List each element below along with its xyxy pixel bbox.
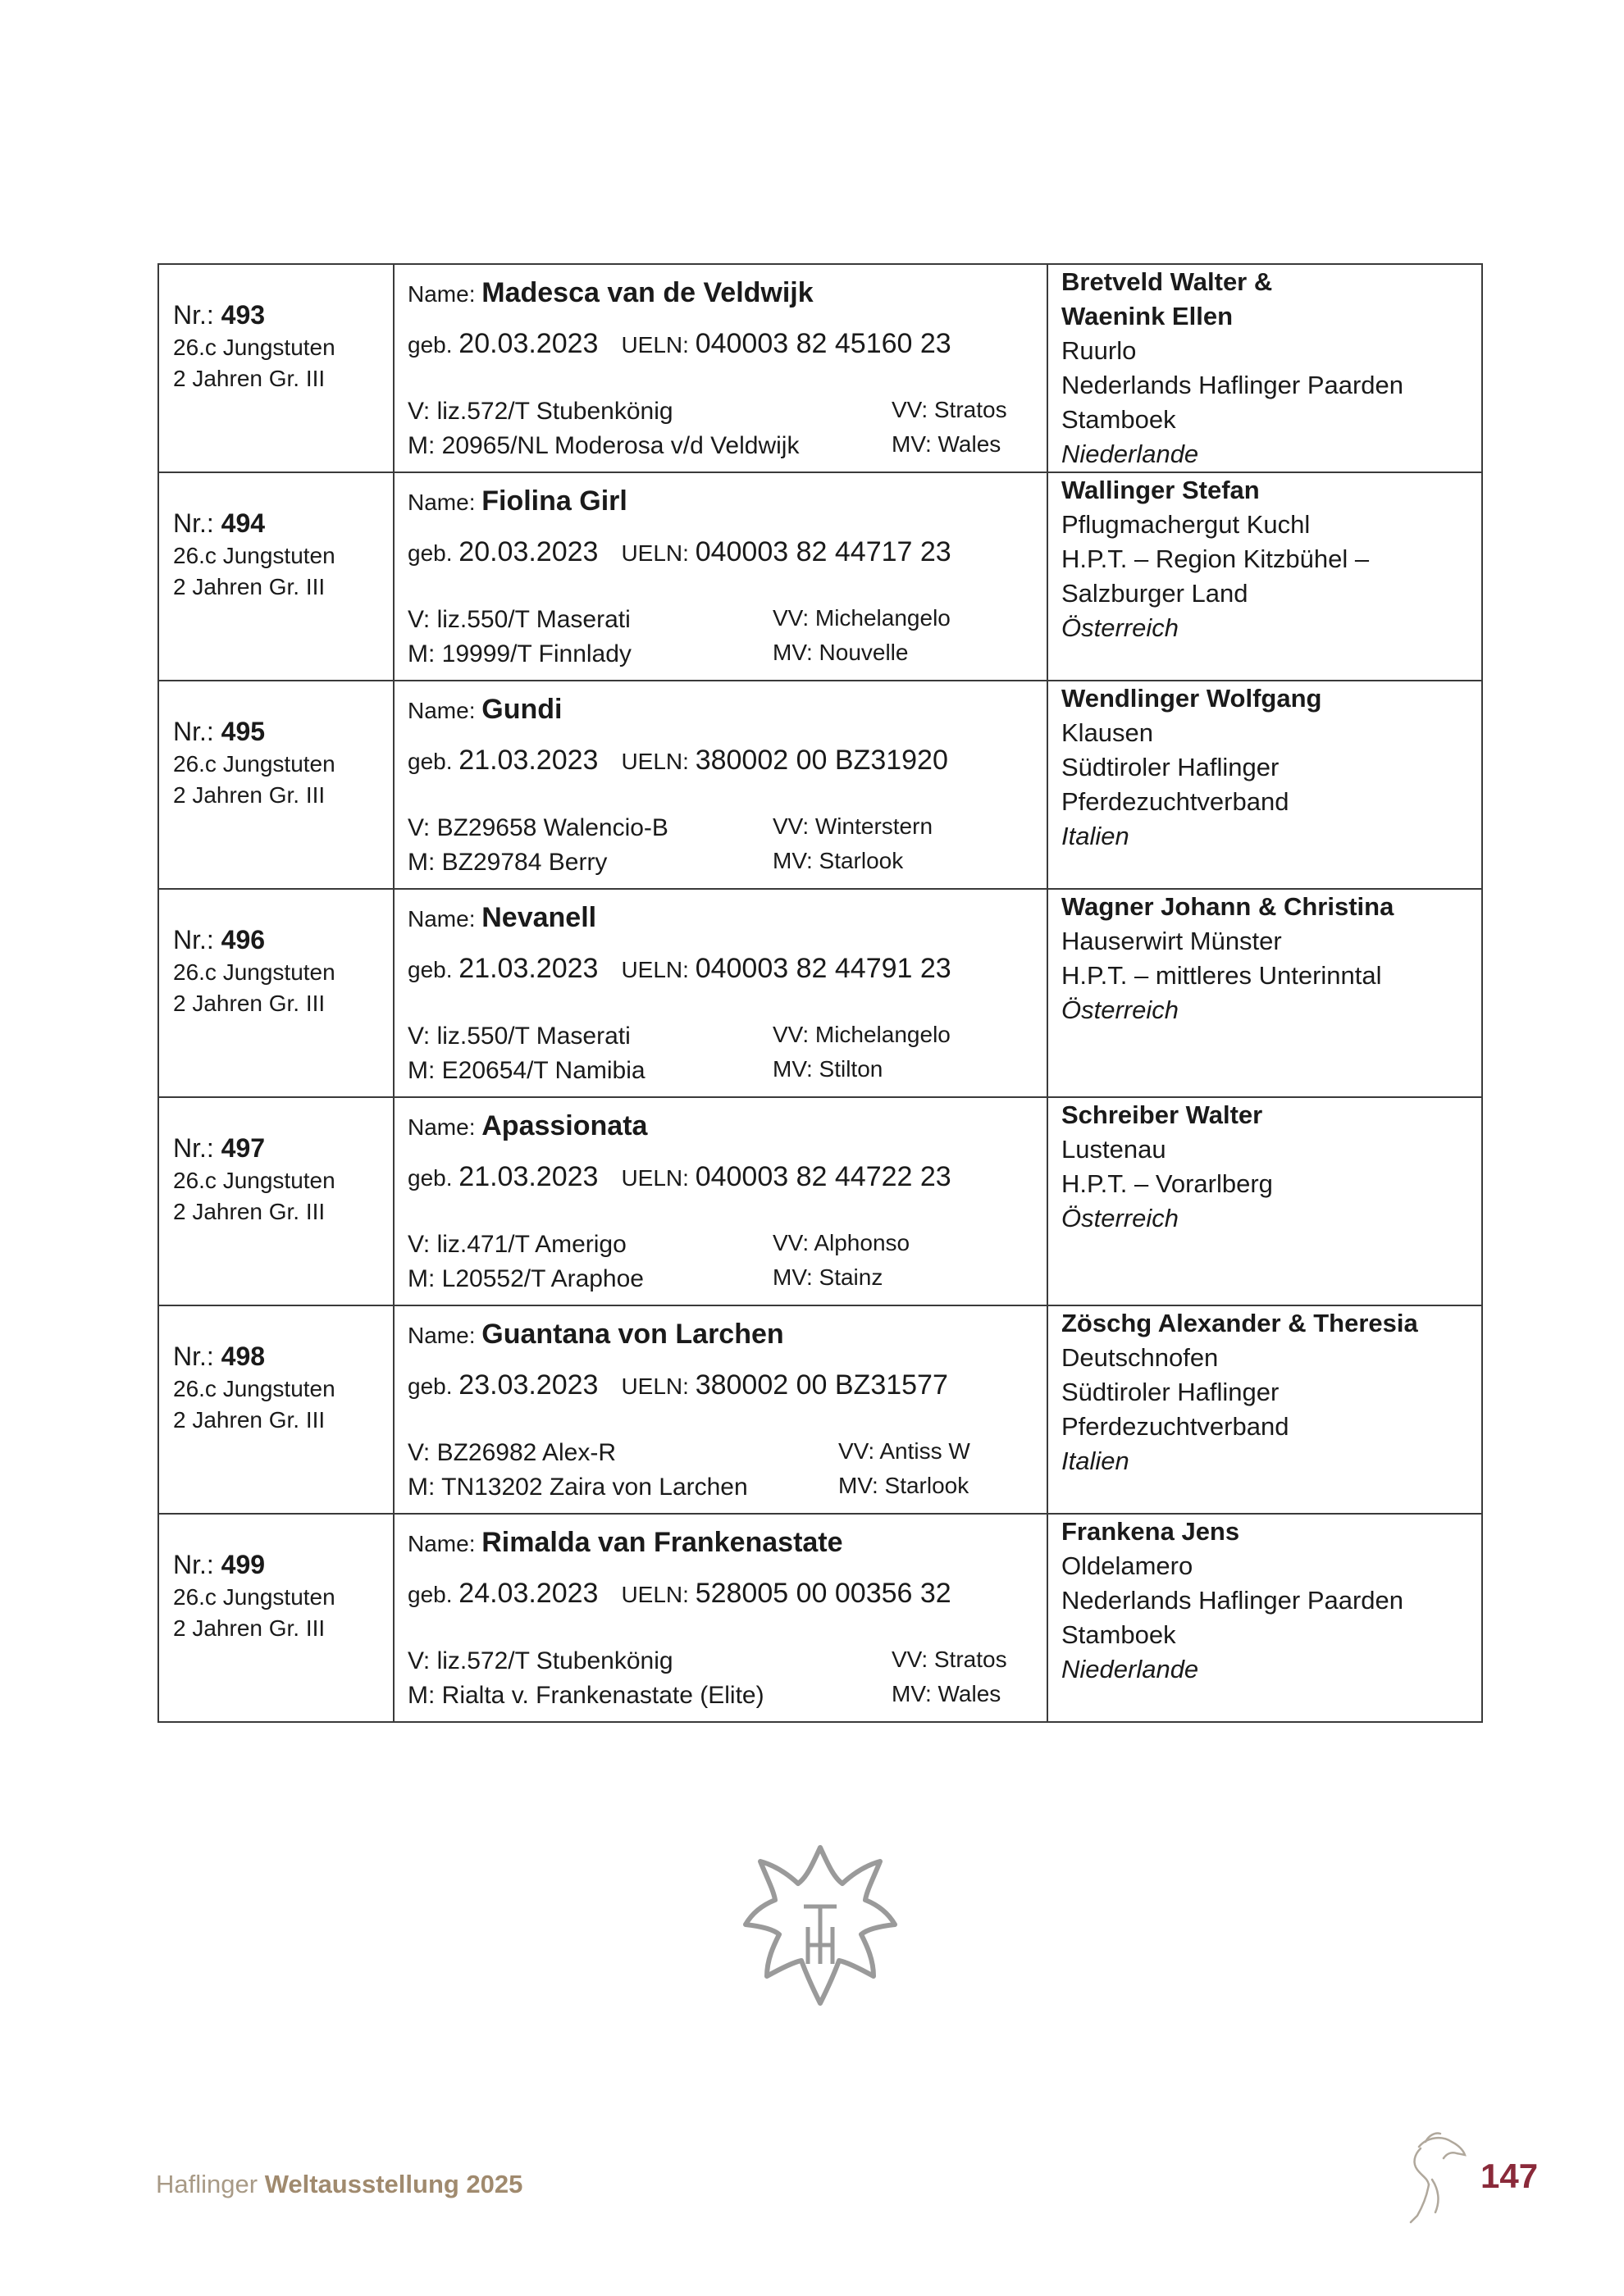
birth-date: 21.03.2023 <box>458 745 599 776</box>
entry-row <box>158 889 1482 1097</box>
page-number: 147 <box>1480 2157 1539 2195</box>
name-label: Name: <box>408 1323 476 1348</box>
sire-sire: VV: Michelangelo <box>773 1022 951 1047</box>
owner-name: Zöschg Alexander & Theresia <box>1061 1309 1418 1337</box>
nr-label: Nr.: <box>173 925 214 954</box>
nr-label: Nr.: <box>173 1133 214 1163</box>
name-label: Name: <box>408 490 476 515</box>
horse-cell <box>394 681 1047 889</box>
ueln-number: 040003 82 44717 23 <box>695 536 951 567</box>
sire: V: liz.550/T Maserati <box>408 606 631 633</box>
ueln-number: 380002 00 BZ31577 <box>695 1369 948 1401</box>
sire: V: BZ26982 Alex-R <box>408 1439 617 1466</box>
geb-label: geb. <box>408 540 453 566</box>
horse-cell <box>394 889 1047 1097</box>
footer-brand-bold: Weltausstellung 2025 <box>264 2170 523 2198</box>
sire-sire: VV: Antiss W <box>838 1438 970 1464</box>
geb-label: geb. <box>408 1582 453 1607</box>
entry-group: 2 Jahren Gr. III <box>173 991 326 1016</box>
dam: M: L20552/T Araphoe <box>408 1265 644 1292</box>
owner-cell <box>1047 681 1482 889</box>
entry-number-cell <box>158 681 394 889</box>
entry-number: 499 <box>221 1550 266 1579</box>
horse-cell <box>394 264 1047 472</box>
owner-address-line: H.P.T. – mittleres Unterinntal <box>1061 961 1382 990</box>
owner-cell <box>1047 1514 1482 1722</box>
owner-name: Waenink Ellen <box>1061 302 1234 330</box>
name-label: Name: <box>408 906 476 932</box>
name-label: Name: <box>408 1531 476 1556</box>
entry-group: 2 Jahren Gr. III <box>173 1407 326 1433</box>
entry-number-cell <box>158 1514 394 1722</box>
sire-sire: VV: Stratos <box>892 397 1007 422</box>
owner-country: Österreich <box>1061 613 1179 642</box>
dam-sire: MV: Stainz <box>773 1264 883 1290</box>
dam: M: BZ29784 Berry <box>408 849 608 876</box>
owner-country: Niederlande <box>1061 440 1199 468</box>
entry-number: 493 <box>221 300 266 330</box>
owner-address-line: Salzburger Land <box>1061 579 1248 608</box>
birth-date: 20.03.2023 <box>458 328 599 359</box>
entry-number: 497 <box>221 1133 266 1163</box>
dam: M: 19999/T Finnlady <box>408 640 632 667</box>
owner-address-line: Ruurlo <box>1061 336 1137 365</box>
dam-sire: MV: Nouvelle <box>773 640 909 665</box>
horse-name: Nevanell <box>481 902 597 933</box>
dam: M: 20965/NL Moderosa v/d Veldwijk <box>408 432 800 459</box>
horse-name: Guantana von Larchen <box>481 1319 784 1350</box>
entry-group: 2 Jahren Gr. III <box>173 574 326 599</box>
ueln-label: UELN: <box>621 1374 689 1399</box>
entry-number: 494 <box>221 508 266 538</box>
owner-country: Italien <box>1061 1446 1129 1475</box>
footer-title <box>156 2170 522 2199</box>
entry-class: 26.c Jungstuten <box>173 1168 335 1193</box>
horse-cell <box>394 472 1047 681</box>
nr-label: Nr.: <box>173 1550 214 1579</box>
owner-address-line: Lustenau <box>1061 1135 1166 1164</box>
owner-cell <box>1047 1305 1482 1514</box>
name-label: Name: <box>408 281 476 307</box>
owner-address-line: Klausen <box>1061 718 1154 747</box>
owner-address-line: Nederlands Haflinger Paarden <box>1061 371 1404 399</box>
entry-class: 26.c Jungstuten <box>173 751 335 777</box>
birth-date: 21.03.2023 <box>458 953 599 984</box>
sire-sire: VV: Alphonso <box>773 1230 910 1255</box>
owner-address-line: Stamboek <box>1061 405 1176 434</box>
dam-sire: MV: Starlook <box>773 848 904 873</box>
entry-number: 496 <box>221 925 266 954</box>
entry-row <box>158 681 1482 889</box>
horse-cell <box>394 1305 1047 1514</box>
nr-label: Nr.: <box>173 300 214 330</box>
dam: M: TN13202 Zaira von Larchen <box>408 1474 748 1501</box>
owner-address-line: Stamboek <box>1061 1620 1176 1649</box>
entry-class: 26.c Jungstuten <box>173 335 335 360</box>
ueln-number: 040003 82 44791 23 <box>695 953 951 984</box>
sire-sire: VV: Stratos <box>892 1647 1007 1672</box>
sire: V: liz.471/T Amerigo <box>408 1231 627 1258</box>
owner-country: Österreich <box>1061 1204 1179 1232</box>
geb-label: geb. <box>408 1374 453 1399</box>
ueln-number: 040003 82 44722 23 <box>695 1161 951 1192</box>
owner-name: Wagner Johann & Christina <box>1061 892 1394 921</box>
owner-address-line: Deutschnofen <box>1061 1343 1219 1372</box>
owner-cell <box>1047 472 1482 681</box>
owner-country: Niederlande <box>1061 1655 1199 1683</box>
owner-country: Österreich <box>1061 995 1179 1024</box>
owner-address-line: Südtiroler Haflinger <box>1061 1378 1280 1406</box>
sire: V: BZ29658 Walencio-B <box>408 814 668 841</box>
horse-name: Apassionata <box>481 1110 648 1141</box>
entry-row <box>158 472 1482 681</box>
name-label: Name: <box>408 1114 476 1140</box>
owner-address-line: H.P.T. – Region Kitzbühel – <box>1061 544 1370 573</box>
ueln-number: 380002 00 BZ31920 <box>695 745 948 776</box>
entry-group: 2 Jahren Gr. III <box>173 366 326 391</box>
owner-address-line: Pflugmachergut Kuchl <box>1061 510 1311 539</box>
owner-country: Italien <box>1061 822 1129 850</box>
owner-cell <box>1047 889 1482 1097</box>
entries-table <box>157 263 1483 1723</box>
nr-label: Nr.: <box>173 717 214 746</box>
owner-name: Wallinger Stefan <box>1061 476 1260 504</box>
owner-address-line: Hauserwirt Münster <box>1061 927 1282 955</box>
dam-sire: MV: Stilton <box>773 1056 883 1082</box>
entry-number-cell <box>158 472 394 681</box>
ueln-label: UELN: <box>621 1582 689 1607</box>
geb-label: geb. <box>408 332 453 358</box>
entry-row <box>158 1097 1482 1305</box>
horse-cell <box>394 1097 1047 1305</box>
ueln-label: UELN: <box>621 332 689 358</box>
owner-cell <box>1047 264 1482 472</box>
ueln-label: UELN: <box>621 540 689 566</box>
entry-group: 2 Jahren Gr. III <box>173 782 326 808</box>
dam-sire: MV: Starlook <box>838 1473 969 1498</box>
sire-sire: VV: Winterstern <box>773 813 933 839</box>
birth-date: 24.03.2023 <box>458 1578 599 1609</box>
entry-row <box>158 264 1482 472</box>
footer-brand-light: Haflinger <box>156 2170 258 2198</box>
geb-label: geb. <box>408 957 453 982</box>
owner-address-line: Pferdezuchtverband <box>1061 1412 1289 1441</box>
owner-address-line: Pferdezuchtverband <box>1061 787 1289 816</box>
name-label: Name: <box>408 698 476 723</box>
owner-address-line: Nederlands Haflinger Paarden <box>1061 1586 1404 1615</box>
entry-number-cell <box>158 1097 394 1305</box>
entry-row <box>158 1305 1482 1514</box>
owner-name: Bretveld Walter & <box>1061 267 1273 296</box>
nr-label: Nr.: <box>173 508 214 538</box>
entry-class: 26.c Jungstuten <box>173 959 335 985</box>
entry-group: 2 Jahren Gr. III <box>173 1615 326 1641</box>
geb-label: geb. <box>408 1165 453 1191</box>
dam-sire: MV: Wales <box>892 431 1001 457</box>
sire-sire: VV: Michelangelo <box>773 605 951 631</box>
horse-name: Rimalda van Frankenastate <box>481 1527 843 1558</box>
entry-number-cell <box>158 1305 394 1514</box>
owner-address-line: H.P.T. – Vorarlberg <box>1061 1169 1273 1198</box>
owner-address-line: Oldelamero <box>1061 1551 1193 1580</box>
sire: V: liz.572/T Stubenkönig <box>408 1647 673 1674</box>
entry-class: 26.c Jungstuten <box>173 1376 335 1401</box>
entry-number-cell <box>158 889 394 1097</box>
horse-name: Madesca van de Veldwijk <box>481 277 814 308</box>
entry-number-cell <box>158 264 394 472</box>
birth-date: 23.03.2023 <box>458 1369 599 1401</box>
entry-class: 26.c Jungstuten <box>173 1584 335 1610</box>
ueln-label: UELN: <box>621 749 689 774</box>
owner-address-line: Südtiroler Haflinger <box>1061 753 1280 781</box>
dam: M: Rialta v. Frankenastate (Elite) <box>408 1682 764 1709</box>
edelweiss-logo-icon <box>742 1841 898 2009</box>
sire: V: liz.572/T Stubenkönig <box>408 398 673 425</box>
entry-class: 26.c Jungstuten <box>173 543 335 568</box>
ueln-number: 528005 00 00356 32 <box>695 1578 951 1609</box>
ueln-number: 040003 82 45160 23 <box>695 328 951 359</box>
entry-row <box>158 1514 1482 1722</box>
birth-date: 20.03.2023 <box>458 536 599 567</box>
horse-name: Fiolina Girl <box>481 485 627 517</box>
owner-name: Schreiber Walter <box>1061 1100 1263 1129</box>
geb-label: geb. <box>408 749 453 774</box>
dam-sire: MV: Wales <box>892 1681 1001 1706</box>
horse-sketch-icon <box>1403 2130 1468 2227</box>
nr-label: Nr.: <box>173 1342 214 1371</box>
owner-cell <box>1047 1097 1482 1305</box>
owner-name: Frankena Jens <box>1061 1517 1240 1546</box>
entry-number: 498 <box>221 1342 266 1371</box>
ueln-label: UELN: <box>621 957 689 982</box>
sire: V: liz.550/T Maserati <box>408 1023 631 1050</box>
horse-cell <box>394 1514 1047 1722</box>
owner-name: Wendlinger Wolfgang <box>1061 684 1322 713</box>
ueln-label: UELN: <box>621 1165 689 1191</box>
entry-number: 495 <box>221 717 266 746</box>
birth-date: 21.03.2023 <box>458 1161 599 1192</box>
dam: M: E20654/T Namibia <box>408 1057 645 1084</box>
horse-name: Gundi <box>481 694 563 725</box>
entry-group: 2 Jahren Gr. III <box>173 1199 326 1224</box>
